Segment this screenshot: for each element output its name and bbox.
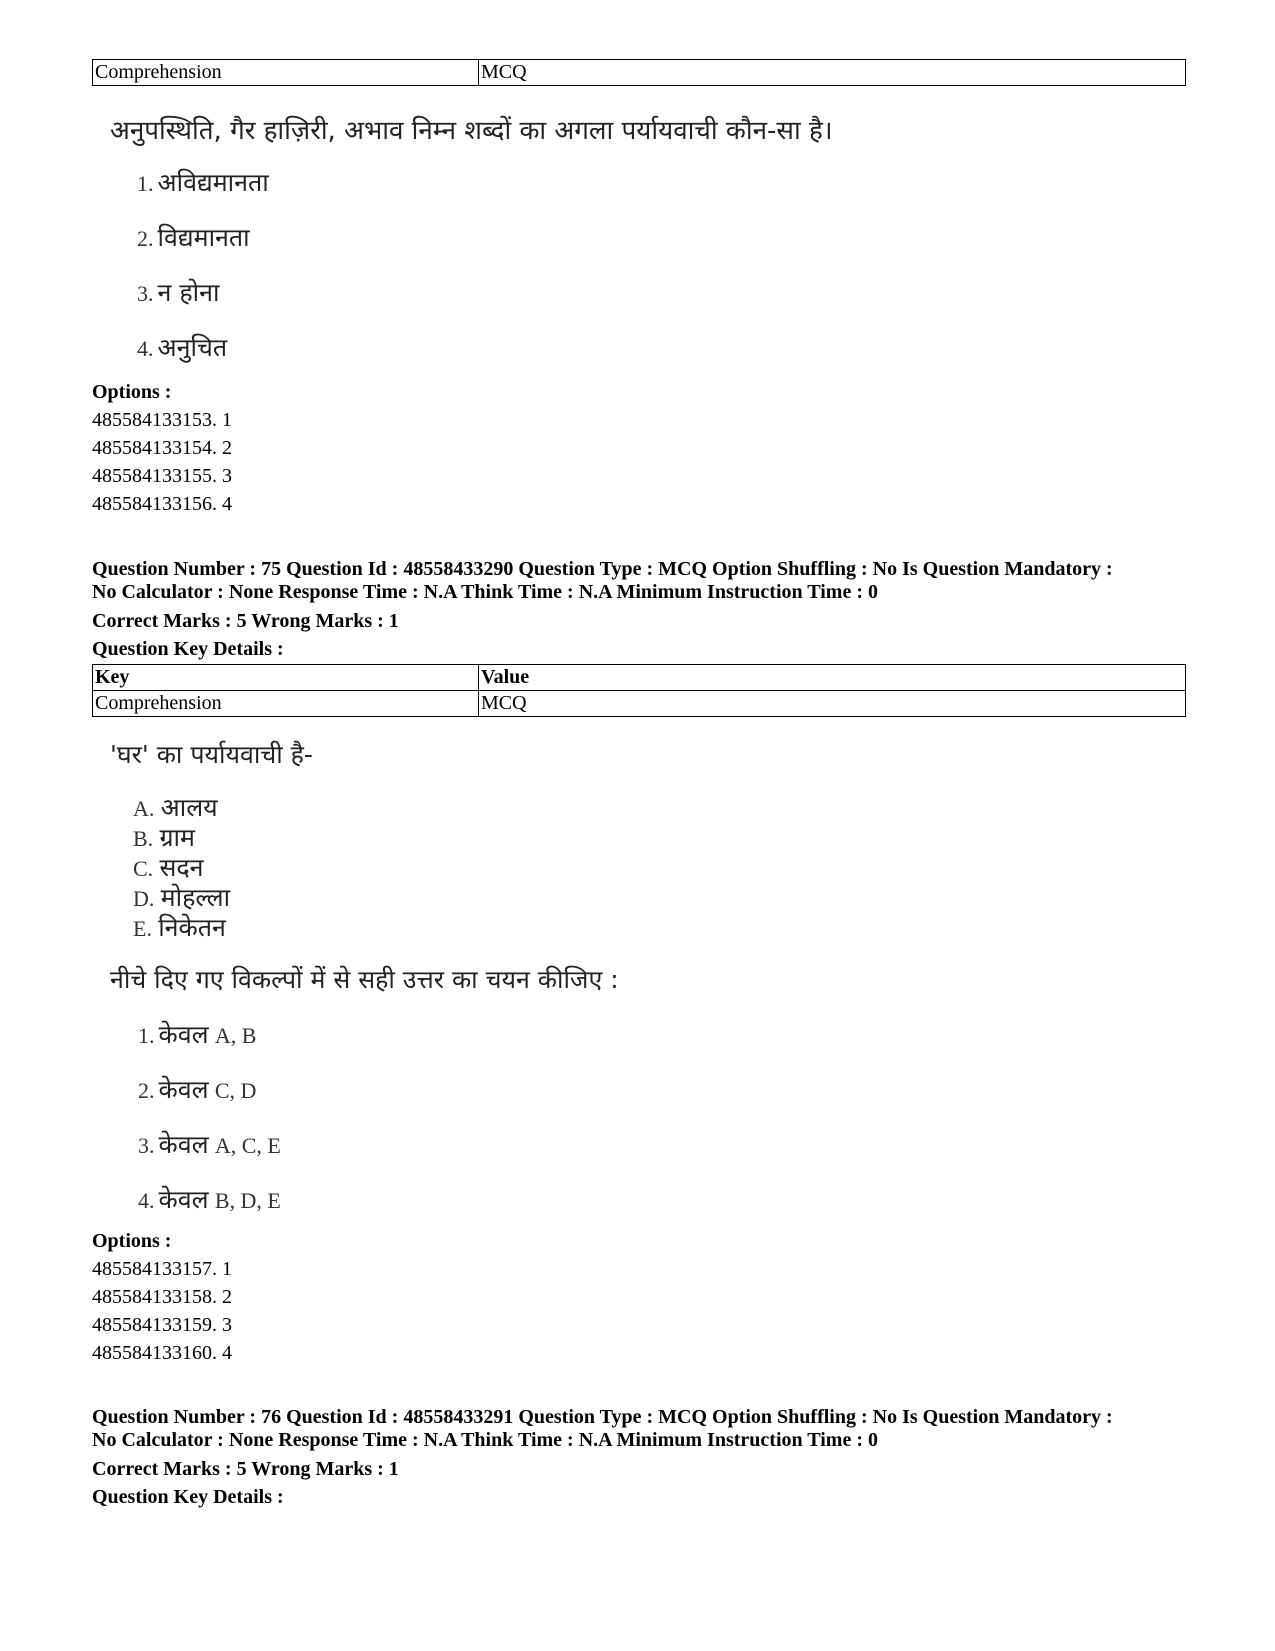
choice-number: 1. bbox=[138, 1023, 155, 1048]
choice-4 bbox=[137, 330, 227, 364]
statement-text: ग्राम bbox=[159, 823, 195, 852]
statement-text: मोहल्ला bbox=[160, 883, 231, 912]
statement-c bbox=[133, 850, 204, 884]
key-details-label: Question Key Details : bbox=[92, 1486, 284, 1508]
marks-line: Correct Marks : 5 Wrong Marks : 1 bbox=[92, 610, 399, 632]
question-75-text: 'घर' का पर्यायवाची है- bbox=[110, 740, 313, 769]
choice-text: विद्यमानता bbox=[157, 223, 250, 252]
meta-line: Question Number : 75 Question Id : 48558433290 Question Type : MCQ Option Shuffling : No Is Question Mandatory : bbox=[92, 558, 1113, 580]
option-id: 485584133155. 3 bbox=[92, 465, 232, 487]
top-key-table bbox=[92, 59, 1186, 86]
question-75-meta bbox=[92, 558, 1202, 604]
instruction-text: नीचे दिए गए विकल्पों में से सही उत्तर का चयन कीजिए : bbox=[110, 965, 619, 994]
meta-line: Question Number : 76 Question Id : 48558433291 Question Type : MCQ Option Shuffling : No Is Question Mandatory : bbox=[92, 1406, 1113, 1428]
statement-text: निकेतन bbox=[158, 913, 226, 942]
choice-prefix: केवल bbox=[158, 1020, 209, 1049]
choice-number: 2. bbox=[138, 1078, 155, 1103]
option-id: 485584133154. 2 bbox=[92, 437, 232, 459]
option-id: 485584133157. 1 bbox=[92, 1258, 232, 1280]
table-row bbox=[93, 691, 1186, 717]
meta-line: No Calculator : None Response Time : N.A Think Time : N.A Minimum Instruction Time : 0 bbox=[92, 1429, 878, 1451]
statement-text: सदन bbox=[159, 853, 204, 882]
question-key-table bbox=[92, 664, 1186, 717]
marks-line: Correct Marks : 5 Wrong Marks : 1 bbox=[92, 1458, 399, 1480]
statement-e bbox=[133, 910, 226, 944]
table-header-key: Key bbox=[93, 665, 479, 691]
statement-label: C. bbox=[133, 856, 154, 881]
table-cell-key: Comprehension bbox=[93, 691, 479, 717]
choice-text: अनुचित bbox=[157, 333, 228, 362]
choice-1 bbox=[137, 165, 269, 199]
statement-label: E. bbox=[133, 916, 152, 941]
choice-letters: C, D bbox=[214, 1078, 257, 1103]
choice-1 bbox=[138, 1017, 256, 1051]
choice-2 bbox=[138, 1072, 256, 1106]
table-cell-key: Comprehension bbox=[93, 60, 479, 86]
choice-4 bbox=[138, 1182, 281, 1216]
table-header-row bbox=[93, 665, 1186, 691]
option-id: 485584133159. 3 bbox=[92, 1314, 232, 1336]
choice-number: 3. bbox=[138, 1133, 155, 1158]
choice-3 bbox=[138, 1127, 281, 1161]
statement-label: A. bbox=[133, 796, 155, 821]
meta-line: No Calculator : None Response Time : N.A Think Time : N.A Minimum Instruction Time : 0 bbox=[92, 581, 878, 603]
statement-a bbox=[133, 790, 218, 824]
choice-letters: B, D, E bbox=[214, 1188, 281, 1213]
choice-text: न होना bbox=[157, 278, 220, 307]
question-74-text: अनुपस्थिति, गैर हाज़िरी, अभाव निम्न शब्दों का अगला पर्यायवाची कौन-सा है। bbox=[110, 116, 833, 146]
choice-number: 4. bbox=[138, 1188, 155, 1213]
table-cell-value: MCQ bbox=[479, 60, 1186, 86]
statement-d bbox=[133, 880, 230, 914]
choice-2 bbox=[137, 220, 250, 254]
statement-label: D. bbox=[133, 886, 155, 911]
options-label: Options : bbox=[92, 1230, 172, 1252]
choice-prefix: केवल bbox=[158, 1130, 209, 1159]
choice-number: 4. bbox=[137, 336, 154, 361]
table-cell-value: MCQ bbox=[479, 691, 1186, 717]
option-id: 485584133160. 4 bbox=[92, 1342, 232, 1364]
choice-letters: A, B bbox=[214, 1023, 257, 1048]
option-id: 485584133156. 4 bbox=[92, 493, 232, 515]
table-header-value: Value bbox=[479, 665, 1186, 691]
choice-3 bbox=[137, 275, 219, 309]
table-row bbox=[93, 60, 1186, 86]
key-details-label: Question Key Details : bbox=[92, 638, 284, 660]
choice-prefix: केवल bbox=[158, 1185, 209, 1214]
statement-text: आलय bbox=[160, 793, 218, 822]
choice-letters: A, C, E bbox=[214, 1133, 281, 1158]
choice-number: 2. bbox=[137, 226, 154, 251]
question-76-meta bbox=[92, 1406, 1202, 1452]
choice-number: 1. bbox=[137, 171, 154, 196]
choice-text: अविद्यमानता bbox=[157, 168, 269, 197]
choice-prefix: केवल bbox=[158, 1075, 209, 1104]
option-id: 485584133153. 1 bbox=[92, 409, 232, 431]
statement-b bbox=[133, 820, 195, 854]
option-id: 485584133158. 2 bbox=[92, 1286, 232, 1308]
statement-label: B. bbox=[133, 826, 154, 851]
choice-number: 3. bbox=[137, 281, 154, 306]
options-label: Options : bbox=[92, 381, 172, 403]
